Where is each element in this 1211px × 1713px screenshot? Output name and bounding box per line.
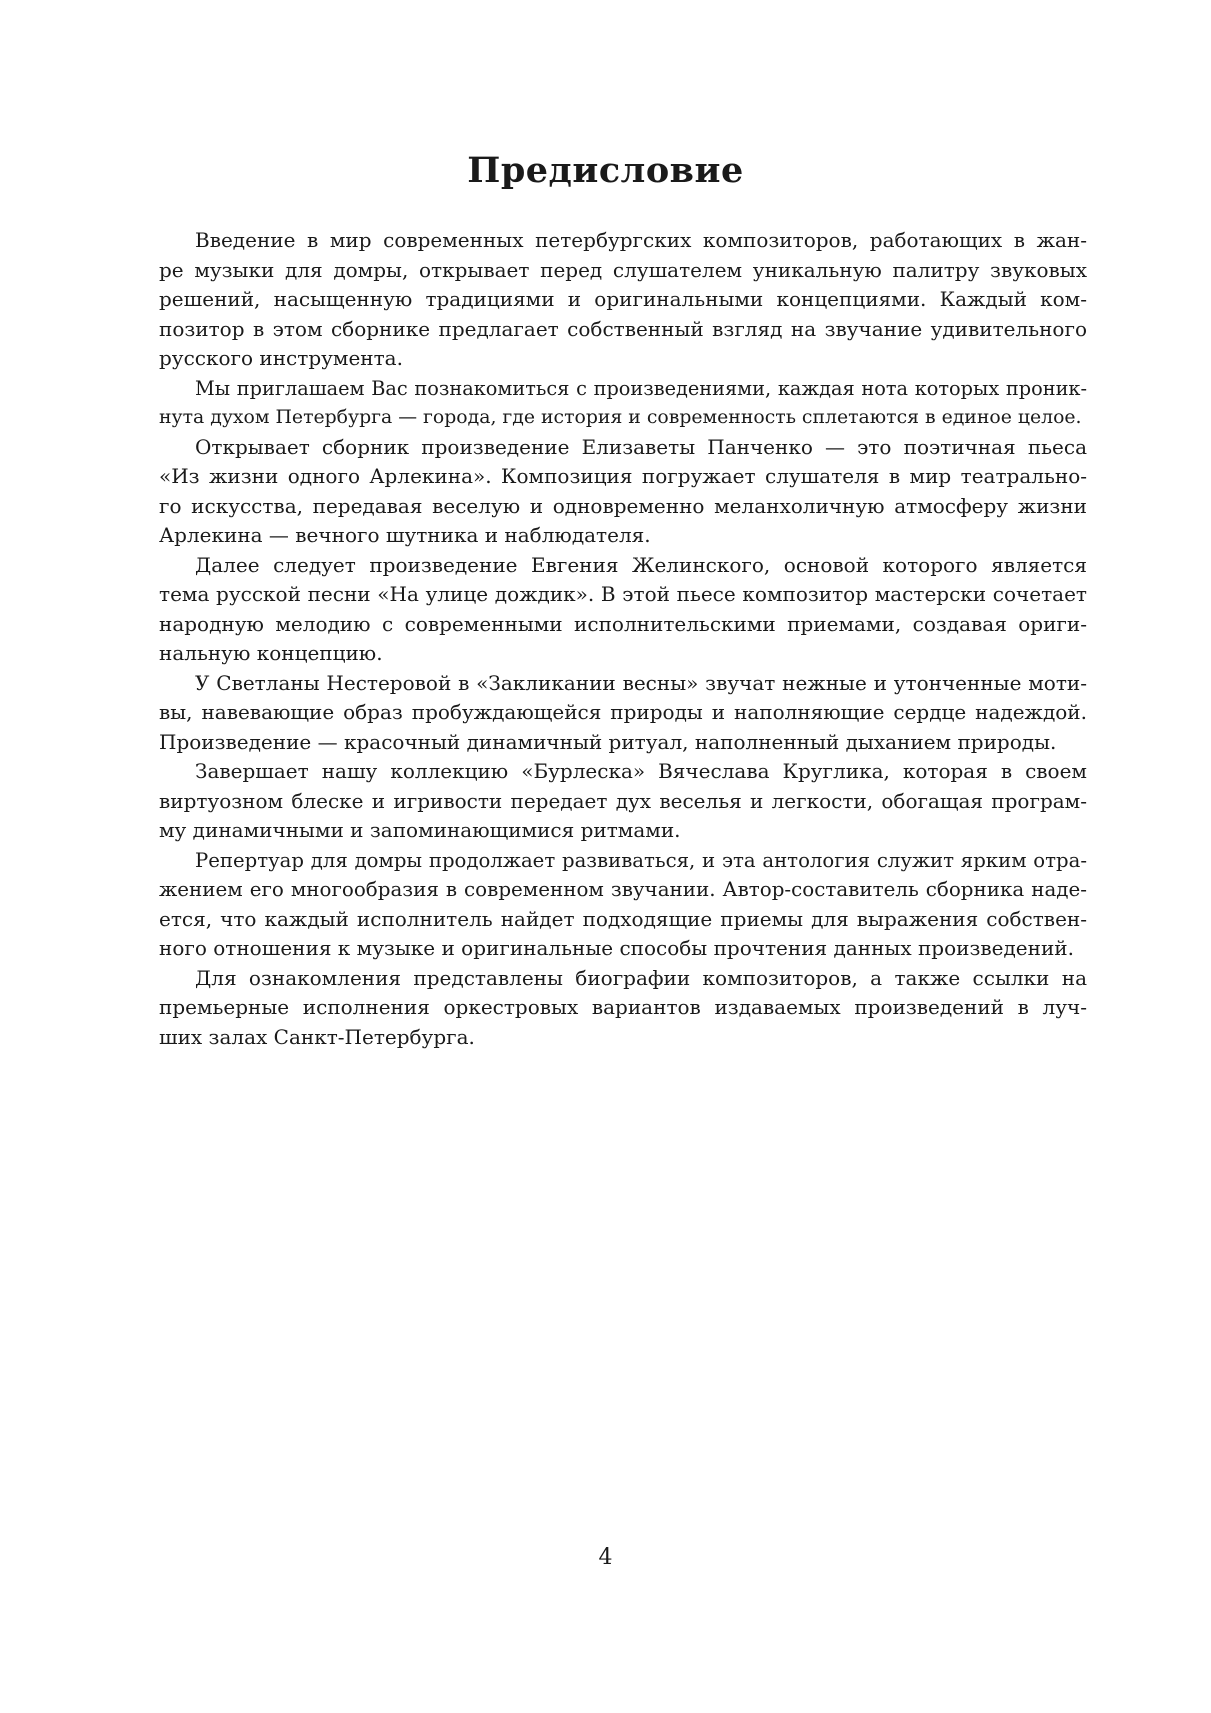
text-line: Введение в мир современных петербургских композиторов, работающих в жан- [195,228,1087,252]
text-line: го искусства, передавая веселую и одновременно меланхоличную атмосферу жизни [159,493,1087,518]
text-line: народную мелодию с современными исполнительскими приемами, создавая ориги- [159,611,1087,636]
text-line: Произведение — красочный динамичный ритуал, наполненный дыханием природы. [159,729,1057,754]
text-line: Далее следует произведение Евгения Желинского, основой которого является [195,552,1087,577]
text-line: нальную концепцию. [159,641,383,665]
text-line: нута духом Петербурга — города, где история и современность сплетаются в единое целое. [159,407,1082,428]
preface-body [159,226,1087,1052]
paragraph [159,757,1087,846]
text-line: У Светланы Нестеровой в «Закликании весны» звучат нежные и утонченные моти- [195,670,1087,695]
text-line: позитор в этом сборнике предлагает собственный взгляд на звучание удивительного [159,316,1087,341]
page-number: 4 [598,1545,613,1570]
text-line: русского инструмента. [159,346,403,370]
text-line: вы, навевающие образ пробуждающейся природы и наполняющие сердце надеждой. [159,700,1087,724]
page-title: Предисловие [467,150,744,191]
paragraph [159,433,1087,551]
text-line: Для ознакомления представлены биографии композиторов, а также ссылки на [195,965,1087,990]
text-line: виртуозном блеске и игривости передает дух веселья и легкости, обогащая програм- [159,788,1087,813]
text-line: Мы приглашаем Вас познакомиться с произведениями, каждая нота которых проник- [195,376,1087,400]
text-line: Репертуар для домры продолжает развиваться, и эта антология служит ярким отра- [195,848,1087,872]
paragraph [159,964,1087,1053]
text-line: жением его многообразия в современном звучании. Автор-составитель сборника наде- [159,878,1087,901]
text-line: решений, насыщенную традициями и оригинальными концепциями. Каждый ком- [159,287,1087,311]
text-line: ного отношения к музыке и оригинальные способы прочтения данных произведений. [159,936,1074,960]
text-line: тема русской песни «На улице дождик». В этой пьесе композитор мастерски сочетает [159,582,1087,606]
text-line: ших залах Санкт-Петербурга. [159,1024,475,1049]
paragraph [159,669,1087,758]
text-line: ре музыки для домры, открывает перед слушателем уникальную палитру звуковых [159,257,1087,282]
paragraph [159,226,1087,374]
text-line: му динамичными и запоминающимися ритмами. [159,818,681,842]
text-line: Открывает сборник произведение Елизаветы Панченко — это поэтичная пьеса [195,434,1087,459]
paragraph [159,551,1087,669]
text-line: Арлекина — вечного шутника и наблюдателя. [159,523,651,547]
text-line: премьерные исполнения оркестровых вариантов издаваемых произведений в луч- [159,995,1087,1019]
text-line: Завершает нашу коллекцию «Бурлеска» Вячеслава Круглика, которая в своем [195,759,1087,783]
paragraph [159,846,1087,964]
text-line: ется, что каждый исполнитель найдет подходящие приемы для выражения собствен- [159,906,1087,931]
paragraph [159,374,1087,433]
text-line: «Из жизни одного Арлекина». Композиция погружает слушателя в мир театрально- [159,464,1087,488]
